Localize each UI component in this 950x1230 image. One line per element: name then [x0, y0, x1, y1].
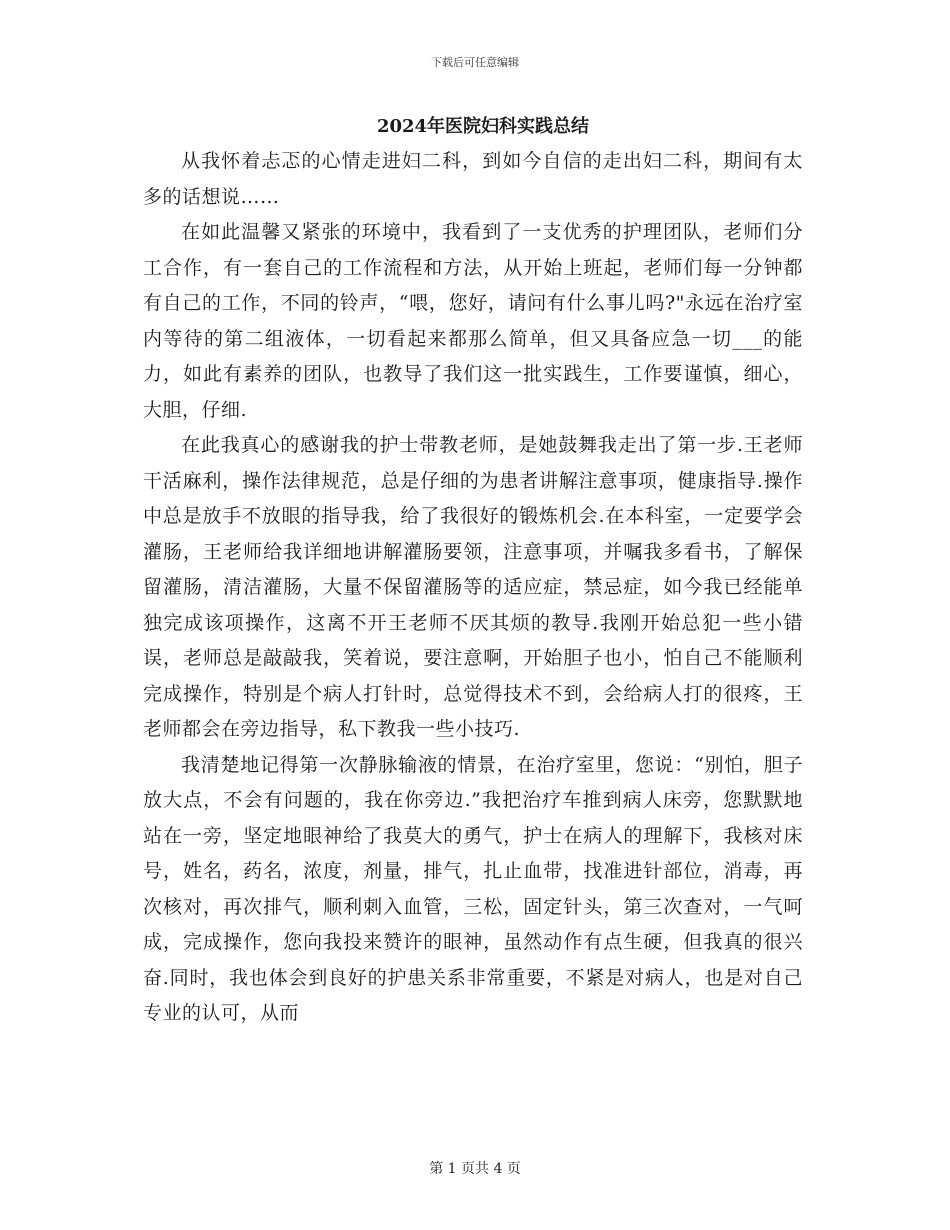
paragraph-4: 我清楚地记得第一次静脉输液的情景，在治疗室里，您说：“别怕，胆子放大点，不会有问题的，我在你旁边.”我把治疗车推到病人床旁，您默默地站在一旁，坚定地眼神给了我莫大的勇气，护士在病人的理解下，我核对床号，姓名，药名，浓度，剂量，排气，扎止血带，找准进针部位，消毒，再次核对，再次排气，顺利刺入血管，三松，固定针头，第三次查对，一气呵成，完成操作，您向我投来赞许的眼神，虽然动作有点生硬，但我真的很兴奋.同时，我也体会到良好的护患关系非常重要，不紧是对病人，也是对自己专业的认可，从而: [143, 753, 803, 1024]
paragraph-3: 在此我真心的感谢我的护士带教老师，是她鼓舞我走出了第一步.王老师干活麻利，操作法律规范，总是仔细的为患者讲解注意事项，健康指导.操作中总是放手不放眼的指导我，给了我很好的锻炼机会.在本科室，一定要学会灌肠，王老师给我详细地讲解灌肠要领，注意事项，并嘱我多看书，了解保留灌肠，清洁灌肠，大量不保留灌肠等的适应症，禁忌症，如今我已经能单独完成该项操作，这离不开王老师不厌其烦的教导.我刚开始总犯一些小错误，老师总是敲敲我，笑着说，要注意啊，开始胆子也小，怕自己不能顺利完成操作，特别是个病人打针时，总觉得技术不到，会给病人打的很疼，王老师都会在旁边指导，私下教我一些小技巧.: [143, 434, 803, 740]
page-footer: 第 1 页共 4 页: [429, 1161, 521, 1177]
document-title: 2024年医院妇科实践总结: [376, 116, 590, 137]
page-header: 下载后可任意编辑: [431, 56, 519, 69]
paragraph-1: 从我怀着忐忑的心情走进妇二科，到如今自信的走出妇二科，期间有太多的话想说……: [143, 150, 803, 208]
paragraph-2: 在如此温馨又紧张的环境中，我看到了一支优秀的护理团队，老师们分工合作，有一套自己的工作流程和方法，从开始上班起，老师们每一分钟都有自己的工作，不同的铃声，“喂，您好，请问有什么事儿吗?"永远在治疗室内等待的第二组液体，一切看起来都那么简单，但又具备应急一切___的能力，如此有素养的团队，也教导了我们这一批实践生，工作要谨慎，细心，大胆，仔细.: [143, 221, 803, 421]
document-body: [143, 110, 803, 1032]
